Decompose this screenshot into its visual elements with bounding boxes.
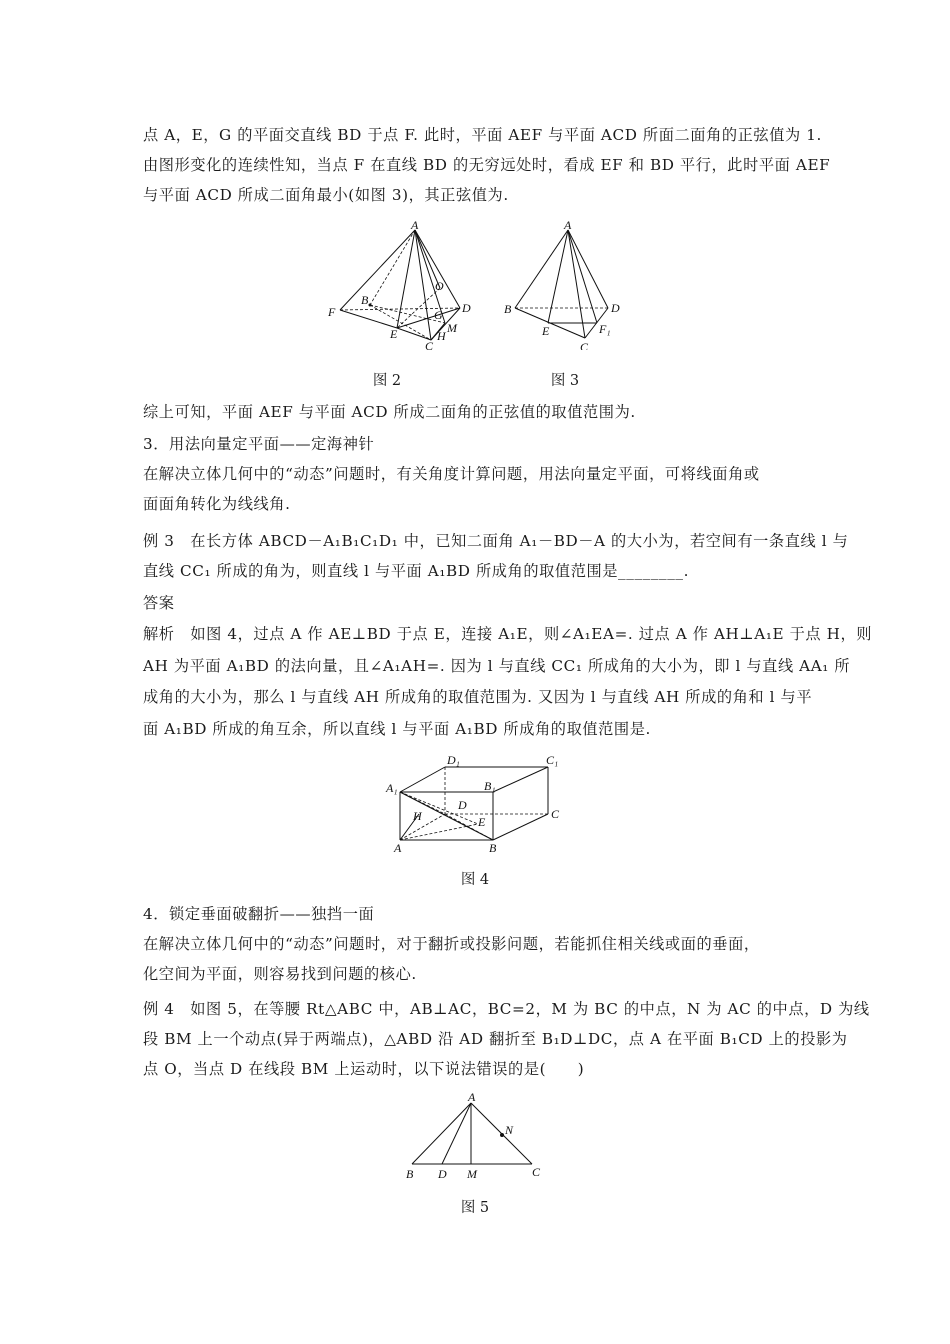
example-line: 例 3 在长方体 ABCD－A₁B₁C₁D₁ 中，已知二面角 A₁－BD－A 的大小为，若空间有一条直线 l 与 xyxy=(143,532,849,550)
section-heading: 3．用法向量定平面——定海神针 xyxy=(143,435,375,453)
analysis-line: 解析 如图 4，过点 A 作 AE⊥BD 于点 E，连接 A₁E，则∠A₁EA=. 过点 A 作 AH⊥A₁E 于点 H，则 xyxy=(143,625,873,643)
fig4-label: D xyxy=(458,798,467,812)
paragraph-line: 与平面 ACD 所成二面角最小(如图 3)，其正弦值为. xyxy=(143,186,509,204)
fig4-label: C₁ xyxy=(546,753,559,767)
analysis-line: AH 为平面 A₁BD 的法向量，且∠A₁AH=. 因为 l 与直线 CC₁ 所成角的大小为，即 l 与直线 AA₁ 所 xyxy=(143,657,851,675)
paragraph-line: 化空间为平面，则容易找到问题的核心. xyxy=(143,965,417,983)
fig4-label: E xyxy=(478,815,486,829)
fig5-label: C xyxy=(532,1165,541,1179)
example-line: 直线 CC₁ 所成的角为，则直线 l 与平面 A₁BD 所成角的取值范围是________. xyxy=(143,562,690,580)
example-line: 例 4 如图 5，在等腰 Rt△ABC 中，AB⊥AC，BC=2，M 为 BC 的中点，N 为 AC 的中点，D 为线 xyxy=(143,1000,870,1018)
fig4-label: A xyxy=(394,841,402,855)
figure-3-diagram xyxy=(500,220,630,350)
example-line: 点 O，当点 D 在线段 BM 上运动时，以下说法错误的是( ) xyxy=(143,1060,585,1078)
fig4-label: B xyxy=(489,841,497,855)
fig5-label: M xyxy=(467,1167,477,1181)
fig2-label: D xyxy=(462,301,471,315)
analysis-line: 成角的大小为，那么 l 与直线 AH 所成角的取值范围为. 又因为 l 与直线 AH 所成的角和 l 与平 xyxy=(143,688,813,706)
fig2-label: M xyxy=(447,321,457,335)
analysis-line: 面 A₁BD 所成的角互余，所以直线 l 与平面 A₁BD 所成角的取值范围是. xyxy=(143,720,651,738)
fig2-label: H xyxy=(437,329,446,343)
fig5-label: D xyxy=(438,1167,447,1181)
fig2-label: A xyxy=(411,220,419,232)
fig2-label: B xyxy=(361,293,369,307)
fig2-label: G xyxy=(434,308,443,322)
fig3-label: D xyxy=(611,301,620,315)
fig3-label: B xyxy=(504,302,512,316)
paragraph-line: 点 A，E，G 的平面交直线 BD 于点 F. 此时，平面 AEF 与平面 ACD 所面二面角的正弦值为 1. xyxy=(143,126,822,144)
figure-4-diagram xyxy=(383,752,573,862)
paragraph-line: 综上可知，平面 AEF 与平面 ACD 所成二面角的正弦值的取值范围为. xyxy=(143,403,636,421)
fig2-label: E xyxy=(390,327,398,341)
fig2-label: O xyxy=(435,279,444,293)
figure-5-caption: 图 5 xyxy=(460,1200,490,1216)
figure-5-diagram xyxy=(400,1090,550,1185)
figure-4-caption: 图 4 xyxy=(460,872,490,888)
example-line: 段 BM 上一个动点(异于两端点)，△ABD 沿 AD 翻折至 B₁D⊥DC，点 A 在平面 B₁CD 上的投影为 xyxy=(143,1030,848,1048)
fig5-label: B xyxy=(406,1167,414,1181)
paragraph-line: 面面角转化为线线角. xyxy=(143,495,291,513)
fig4-label: A₁ xyxy=(386,781,398,795)
fig4-label: H xyxy=(413,809,422,823)
paragraph-line: 在解决立体几何中的“动态”问题时，有关角度计算问题，用法向量定平面，可将线面角或 xyxy=(143,465,760,483)
fig4-label: C xyxy=(551,807,560,821)
fig2-label: F xyxy=(328,305,336,319)
fig5-label: N xyxy=(505,1123,514,1137)
fig3-label: F₁ xyxy=(599,322,611,336)
fig3-label: E xyxy=(542,324,550,338)
answer-label: 答案 xyxy=(143,594,175,612)
paragraph-line: 在解决立体几何中的“动态”问题时，对于翻折或投影问题，若能抓住相关线或面的垂面， xyxy=(143,935,760,953)
fig3-label: C xyxy=(580,340,589,350)
figure-2-diagram xyxy=(325,220,475,350)
figure-3-caption: 图 3 xyxy=(550,373,580,389)
fig2-label: C xyxy=(425,339,434,350)
fig4-label: B₁ xyxy=(484,779,496,793)
figure-2-caption: 图 2 xyxy=(372,373,402,389)
paragraph-line: 由图形变化的连续性知，当点 F 在直线 BD 的无穷远处时，看成 EF 和 BD 平行，此时平面 AEF xyxy=(143,156,831,174)
fig4-label: D₁ xyxy=(447,753,460,767)
fig5-label: A xyxy=(468,1090,476,1104)
fig3-label: A xyxy=(564,220,572,232)
section-heading: 4．锁定垂面破翻折——独挡一面 xyxy=(143,905,375,923)
